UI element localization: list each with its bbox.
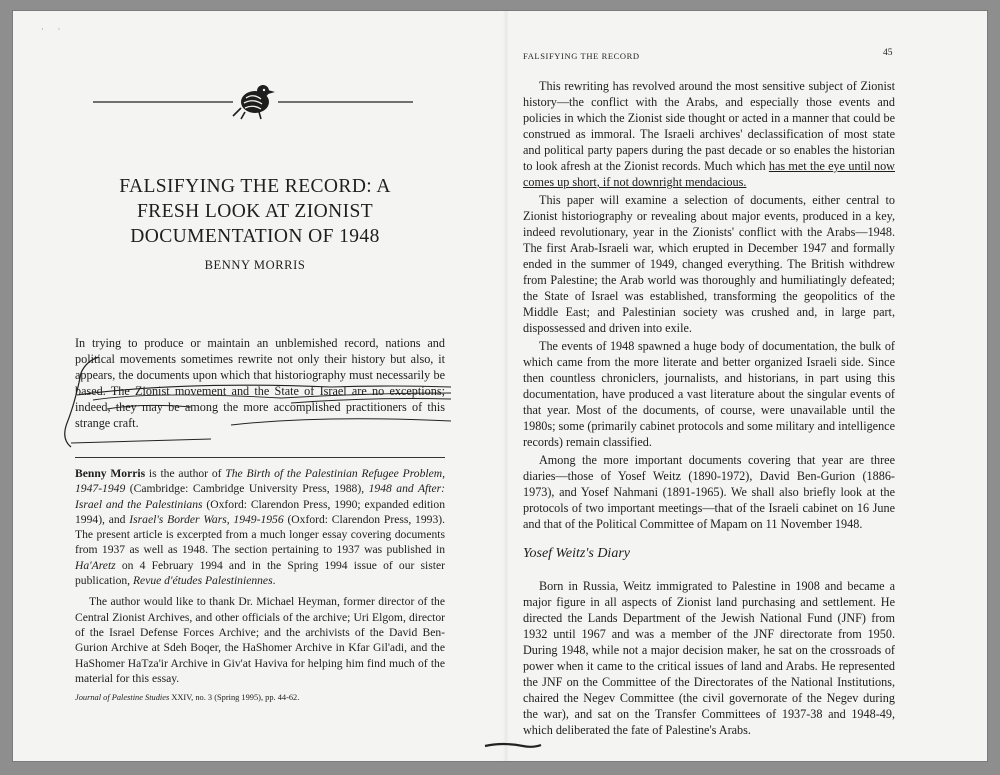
- book-spine: [503, 11, 509, 761]
- left-page: [13, 11, 503, 761]
- underlined-passage: has met the eye until now comes up short, if not downright mendacious.: [523, 159, 895, 189]
- bio-text: (Oxford: Clarendon Press, 1993). The present article is excerpted from a much longer essay covering documents from 1937 as well as 1948. The section pertaining to 1937 was published in: [75, 512, 446, 557]
- footnote-divider: [75, 457, 445, 458]
- author-bio: [75, 466, 445, 588]
- title-line: FRESH LOOK AT ZIONIST: [136, 201, 374, 222]
- abstract-text: In trying to produce or maintain an unblemished record, nations and political movements sometimes rewrite not only their history but also, it appears, the documents upon which that historiography must necessarily be based. The Zionist movement and the State of Israel are no exceptions; indeed, they may be among the more accomplished practitioners of this strange craft.: [75, 336, 445, 431]
- title-line: FALSIFYING THE RECORD: A: [119, 176, 391, 197]
- article-body: [523, 78, 895, 738]
- journal-name: Journal of Palestine Studies: [75, 693, 170, 702]
- citation-details: XXIV, no. 3 (Spring 1995), pp. 44-62.: [169, 693, 300, 702]
- paragraph: [523, 78, 895, 190]
- bio-text: is the author of: [145, 467, 226, 480]
- section-heading: Yosef Weitz's Diary: [523, 546, 630, 561]
- page-number: 45: [883, 48, 893, 58]
- publication-title: Revue d'études Palestiniennes: [132, 574, 273, 588]
- paragraph: Born in Russia, Weitz immigrated to Palestine in 1908 and became a major figure in all aspects of Zionist land purchasing and settlement. He directed the Lands Department of the Jewish National Fund (JNF) from 1932 until 1967 and was a member of the JNF directorate from 1950. During 1948, while not a major decision maker, he sat on the crossroads of power when it came to the critical issues of land and Arabs. He represented the JNF on the Committee of the Directorates of the National Institutions, chaired the Negev Committee (the civil governorate of the Negev during the war), and sat on the Transfer Committees of 1937-38 and 1948-49, which deliberated the fate of Palestine's Arabs.: [523, 579, 895, 737]
- acknowledgment: The author would like to thank Dr. Michael Heyman, former director of the Central Zionist Archives, and other officials of the archive; Uri Elgom, director of the Israel Defense Forces Archive; and the archivists of the David Ben-Gurion Archive at Sdeh Boqer, the HaShomer Archive in Kfar Gil'adi, and the HaShomer HaTza'ir Archive in Giv'at Haviva for helping him find much of the material for this essay.: [75, 595, 445, 685]
- bio-author-name: Benny Morris: [75, 467, 146, 480]
- scanned-page-spread: [13, 11, 987, 761]
- bio-text: on 4 February 1994 and in the Spring 1994 issue of our sister publication,: [75, 558, 445, 588]
- paragraph: This paper will examine a selection of documents, either central to Zionist historiography or revealing about major events, produced in a key, indeed revolutionary, year in the Zionists' conflict with the Arabs—1948. The first Arab-Israeli war, which erupted in December 1947 and formally ended in the summer of 1949, changed everything. The British withdrew from Palestine; the Arab world was thoroughly and humiliatingly defeated; the State of Israel was established, transforming the geopolitics of the Middle East; and Palestinian society was crushed and, in large part, dispossessed and driven into exile.: [523, 193, 895, 335]
- author-name: BENNY MORRIS: [204, 258, 306, 272]
- title-line: DOCUMENTATION OF 1948: [130, 226, 380, 247]
- paragraph: The events of 1948 spawned a huge body of documentation, the bulk of which came from the more literate and better organized Israeli side. Since then countless chroniclers, journalists, and historians, in part using this documentation, have produced a vast literature about the singular events of that year. Most of the documents, of course, were unavailable until the 1980s; some (primarily cabinet protocols and some military and intelligence records) remain classified.: [523, 339, 895, 449]
- paragraph-text: This rewriting has revolved around the most sensitive subject of Zionist history—the conflict with the Arabs, and especially those events and policies in which the Zionist side thought or acted in a manner that could be construed as immoral. The Israeli archives' declassification of most state and political party papers during the past decade or so enables the historian to look afresh at the Zionist records. Much which: [523, 79, 895, 173]
- scan-speck: · ·: [41, 25, 67, 34]
- right-page: [513, 11, 987, 761]
- bio-text: (Cambridge: Cambridge University Press, 1988),: [125, 482, 369, 496]
- book-title: The Birth of the Palestinian Refugee Problem, 1947-1949: [75, 467, 446, 496]
- bio-text: .: [272, 574, 276, 588]
- bio-text: (Oxford: Clarendon Press, 1990; expanded edition 1994), and: [75, 497, 445, 526]
- bird-ornament-icon: [93, 81, 413, 121]
- article-title: [75, 174, 435, 249]
- abstract: [75, 335, 445, 432]
- book-title: 1948 and After: Israel and the Palestinians: [75, 482, 445, 511]
- paragraph: Among the more important documents covering that year are three diaries—those of Yosef Weitz (1890-1972), David Ben-Gurion (1886-1973), and Yosef Nahmani (1891-1965). We shall also briefly look at the protocols of two important meetings—that of the Israeli cabinet on 16 June and that of the Political Committee of Mapam on 11 November 1948.: [523, 453, 895, 531]
- publication-title: Ha'Aretz: [75, 558, 116, 572]
- author-note: [75, 466, 445, 692]
- running-head: FALSIFYING THE RECORD: [523, 51, 640, 61]
- journal-citation: [75, 693, 445, 702]
- book-title: Israel's Border Wars, 1949-1956: [129, 512, 284, 526]
